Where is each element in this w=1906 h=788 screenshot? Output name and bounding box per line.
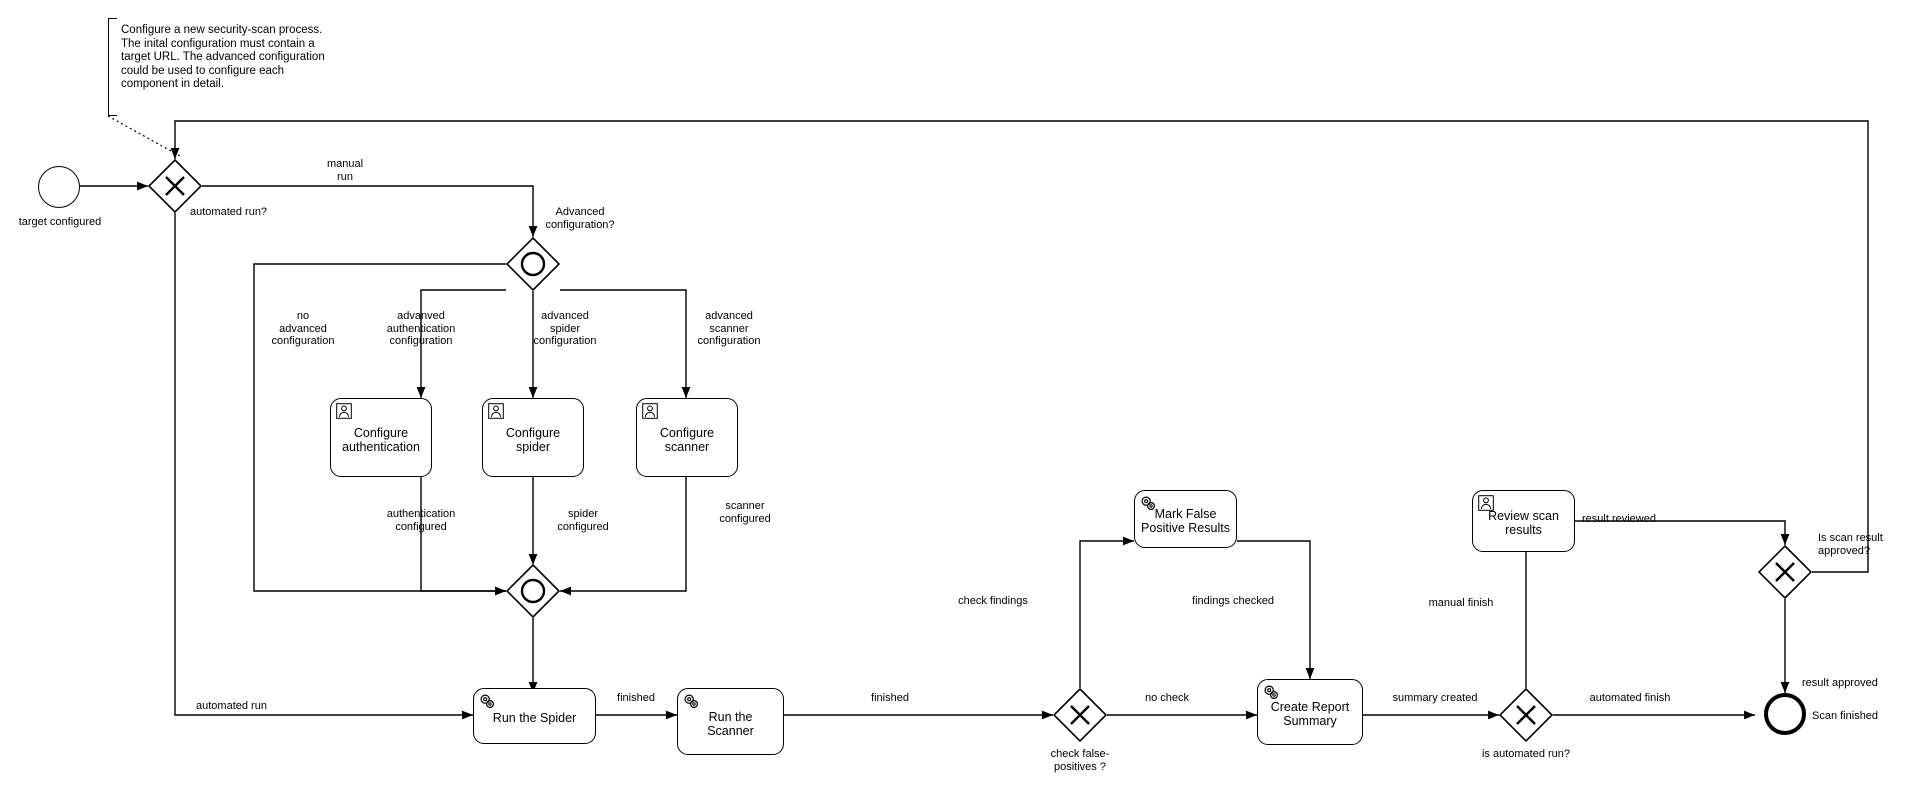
task-label: Review scan results bbox=[1488, 509, 1559, 537]
gateway-is-automated-run-label: is automated run? bbox=[1481, 748, 1571, 760]
user-task-icon bbox=[488, 403, 504, 419]
task-mark-false-positive-results[interactable] bbox=[1134, 490, 1237, 548]
task-run-the-scanner[interactable] bbox=[677, 688, 784, 755]
task-label: Run the Scanner bbox=[707, 709, 754, 738]
gateway-check-false-positives-label: check false- positives ? bbox=[1050, 748, 1110, 773]
annotation-connector bbox=[108, 116, 180, 156]
flow-label-advanced-authentication-configuration: advanved authentication configuration bbox=[386, 310, 456, 347]
flow-label-summary-created: summary created bbox=[1392, 692, 1478, 704]
flow-label-manual-run: manual run bbox=[326, 158, 364, 183]
flow-label-result-reviewed: result reviewed bbox=[1582, 513, 1656, 525]
flow-label-finished-spider: finished bbox=[617, 692, 655, 704]
gateway-advanced-configuration-label: Advanced configuration? bbox=[545, 206, 615, 231]
task-configure-spider[interactable] bbox=[482, 398, 584, 477]
task-configure-scanner[interactable] bbox=[636, 398, 738, 477]
flow-label-no-advanced-configuration: no advanced configuration bbox=[271, 310, 335, 347]
annotation-text: Configure a new security-scan process. The inital configuration must contain a target URL. The advanced configuration could be used to configure each component in detail. bbox=[121, 24, 325, 90]
gateway-automated-run[interactable] bbox=[148, 159, 202, 213]
service-task-icon bbox=[479, 693, 495, 709]
flow-label-scanner-configured: scanner configured bbox=[719, 500, 771, 525]
flow-label-no-check: no check bbox=[1144, 692, 1190, 704]
gateway-automated-run-label: automated run? bbox=[190, 206, 268, 218]
flow-label-advanced-scanner-configuration: advanced scanner configuration bbox=[697, 310, 761, 347]
flow-label-authentication-configured: authentication configured bbox=[386, 508, 456, 533]
user-task-icon bbox=[642, 403, 658, 419]
start-event-label: target configured bbox=[18, 216, 102, 228]
gateway-advanced-configuration[interactable] bbox=[506, 237, 560, 291]
service-task-icon bbox=[683, 693, 699, 709]
task-run-the-spider[interactable] bbox=[473, 688, 596, 744]
gateway-configuration-join[interactable] bbox=[506, 564, 560, 618]
flow-label-check-findings: check findings bbox=[958, 595, 1028, 607]
flow-label-spider-configured: spider configured bbox=[557, 508, 609, 533]
task-review-scan-results[interactable] bbox=[1472, 490, 1575, 552]
flow-label-manual-finish: manual finish bbox=[1428, 597, 1494, 609]
flow-label-finished-scanner: finished bbox=[871, 692, 909, 704]
flow-label-result-approved: result approved bbox=[1802, 677, 1878, 689]
gateway-is-scan-result-approved[interactable] bbox=[1758, 545, 1812, 599]
task-create-report-summary[interactable] bbox=[1257, 679, 1363, 745]
start-event-target-configured[interactable] bbox=[38, 166, 80, 208]
task-label: Configure spider bbox=[505, 425, 561, 454]
end-event-scan-finished[interactable] bbox=[1764, 693, 1806, 735]
task-label: Create Report Summary bbox=[1270, 700, 1350, 728]
task-label: Mark False Positive Results bbox=[1141, 507, 1230, 535]
user-task-icon bbox=[336, 403, 352, 419]
flow-label-advanced-spider-configuration: advanced spider configuration bbox=[533, 310, 597, 347]
flow-label-findings-checked: findings checked bbox=[1192, 595, 1274, 607]
gateway-is-automated-run[interactable] bbox=[1499, 688, 1553, 742]
gateway-check-false-positives[interactable] bbox=[1053, 688, 1107, 742]
end-event-label: Scan finished bbox=[1812, 710, 1879, 722]
service-task-icon bbox=[1140, 495, 1156, 511]
task-configure-authentication[interactable] bbox=[330, 398, 432, 477]
task-label: Configure authentication bbox=[342, 425, 420, 454]
flow-label-automated-run: automated run bbox=[196, 700, 267, 712]
gateway-is-scan-result-approved-label: Is scan result approved? bbox=[1818, 532, 1883, 557]
flow-label-automated-finish: automated finish bbox=[1589, 692, 1671, 704]
task-label: Configure scanner bbox=[659, 425, 715, 454]
user-task-icon bbox=[1478, 495, 1494, 511]
task-label: Run the Spider bbox=[492, 711, 577, 725]
service-task-icon bbox=[1263, 684, 1279, 700]
